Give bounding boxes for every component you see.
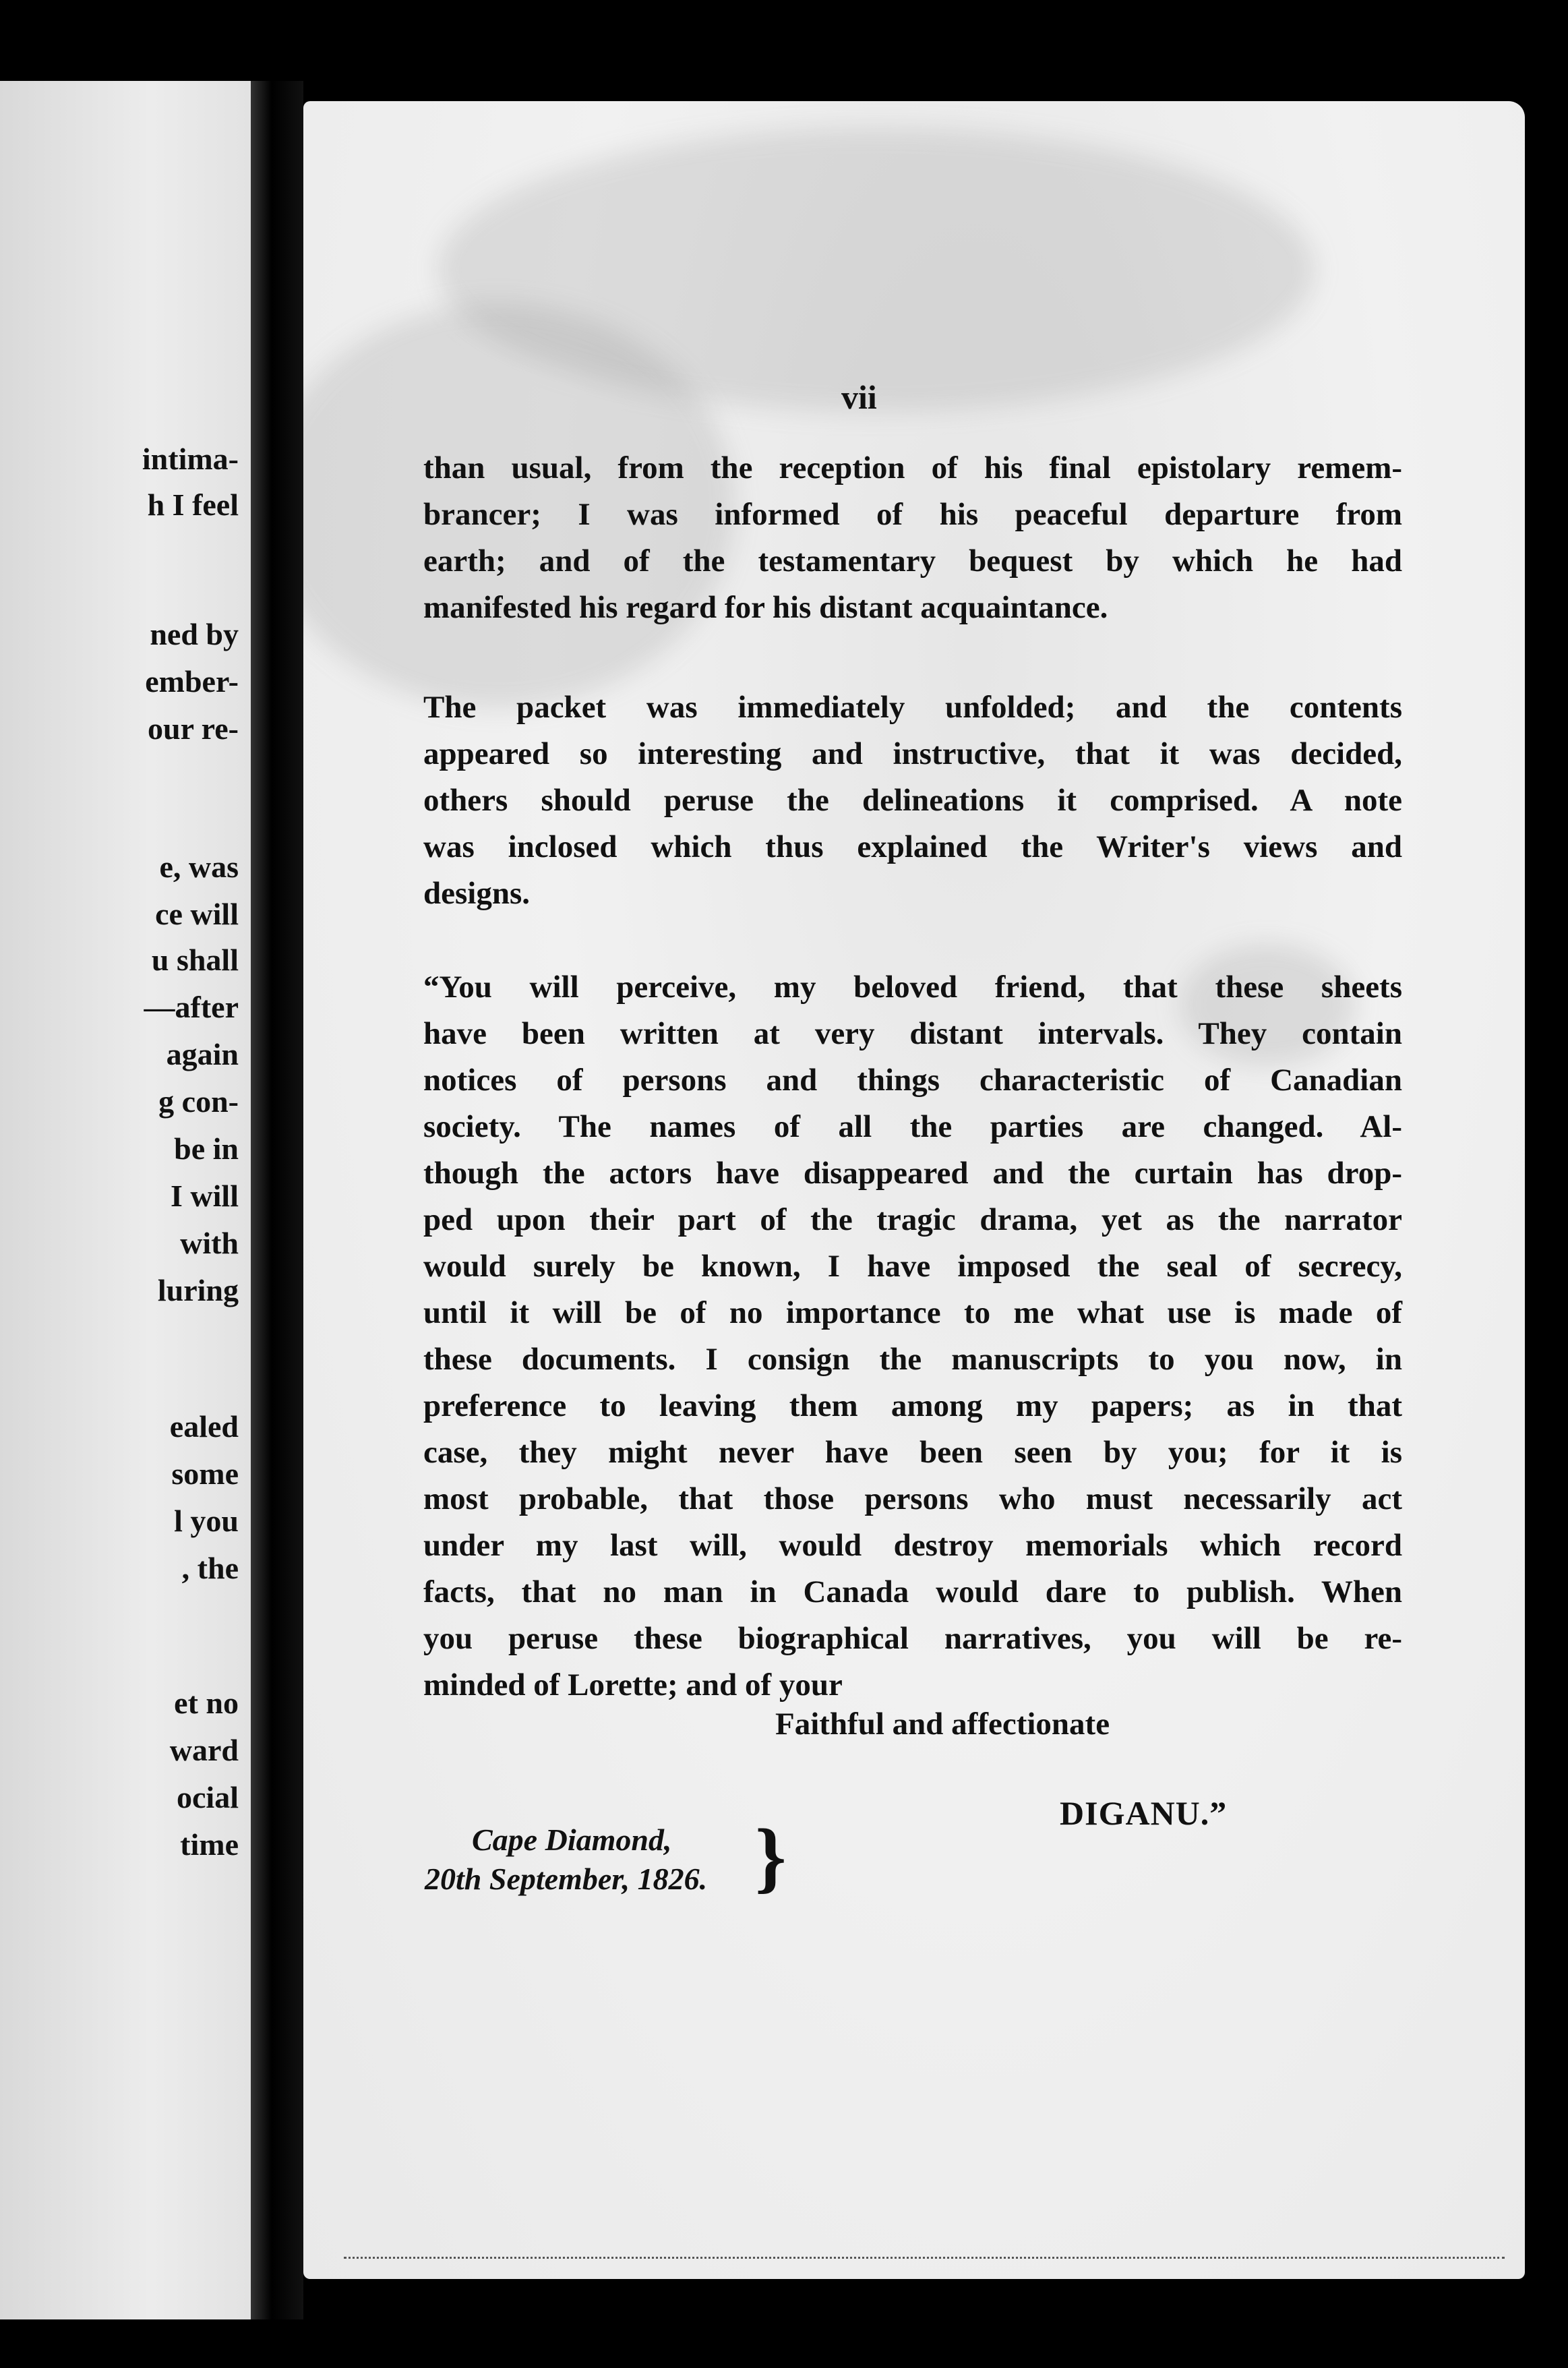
left-page-line: ce will [155, 897, 239, 931]
text-line: earth; and of the testamentary bequest by which he had [423, 543, 1402, 579]
date: 20th September, 1826. [425, 1862, 708, 1896]
left-page-line: with [180, 1226, 239, 1260]
place-and-date [425, 1821, 707, 1899]
text-line: have been written at very distant intervals. They contain [423, 1016, 1402, 1051]
text-line: minded of Lorette; and of your [423, 1667, 843, 1703]
brace-mark: } [755, 1812, 787, 1901]
right-page [303, 101, 1525, 2279]
text-line: manifested his regard for his distant acquaintance. [423, 590, 1108, 625]
left-page-line: some [171, 1456, 239, 1491]
text-line: though the actors have disappeared and the curtain has drop- [423, 1156, 1402, 1191]
paragraph-1 [423, 445, 1402, 631]
left-page-line: time [180, 1827, 239, 1862]
text-line: brancer; I was informed of his peaceful departure from [423, 497, 1402, 532]
left-page-line: h I feel [147, 487, 239, 522]
left-page-line: —after [144, 990, 239, 1024]
left-page-line: intima- [142, 442, 239, 476]
left-page-line: ealed [169, 1409, 239, 1444]
text-line: ped upon their part of the tragic drama, yet as the narrator [423, 1202, 1402, 1237]
text-line: appeared so interesting and instructive, that it was decided, [423, 736, 1402, 771]
left-page-line: et no [174, 1686, 239, 1720]
text-line: The packet was immediately unfolded; and the contents [423, 690, 1402, 725]
text-line: facts, that no man in Canada would dare to publish. When [423, 1574, 1402, 1609]
left-page-line: be in [174, 1131, 239, 1166]
text-line: would surely be known, I have imposed the seal of secrecy, [423, 1249, 1402, 1284]
left-page-line: our re- [148, 711, 239, 746]
page-bottom-edge [344, 2257, 1505, 2264]
book-gutter [251, 81, 303, 2319]
text-line: until it will be of no importance to me what use is made of [423, 1295, 1402, 1330]
left-page-line: , the [181, 1551, 239, 1585]
paragraph-2 [423, 684, 1402, 917]
left-page-line: I will [171, 1179, 239, 1213]
signature: DIGANU.” [1060, 1794, 1228, 1832]
left-page-line: luring [157, 1273, 239, 1307]
left-page-line: again [166, 1037, 239, 1071]
left-page-line: e, was [159, 850, 239, 884]
text-line: under my last will, would destroy memorials which record [423, 1528, 1402, 1563]
left-page-line: ocial [177, 1780, 239, 1814]
text-line: these documents. I consign the manuscripts to you now, in [423, 1342, 1402, 1377]
left-page-line: ned by [150, 617, 239, 651]
page-number: vii [841, 378, 877, 416]
text-line: case, they might never have been seen by you; for it is [423, 1435, 1402, 1470]
text-line: you peruse these biographical narratives, you will be re- [423, 1621, 1402, 1656]
place: Cape Diamond, [472, 1823, 672, 1857]
closing-line: Faithful and affectionate [775, 1707, 1110, 1742]
left-page-line: l you [174, 1504, 239, 1538]
text-line: society. The names of all the parties are changed. Al- [423, 1109, 1402, 1144]
left-page-line: ember- [145, 664, 239, 699]
text-line: notices of persons and things characteristic of Canadian [423, 1063, 1402, 1098]
left-page-line: ward [169, 1733, 239, 1767]
left-page [0, 81, 251, 2319]
text-line: preference to leaving them among my papers; as in that [423, 1388, 1402, 1423]
text-line: designs. [423, 876, 531, 911]
paragraph-3 [423, 964, 1402, 1709]
text-line: than usual, from the reception of his final epistolary remem- [423, 450, 1402, 485]
left-page-line: u shall [151, 943, 239, 977]
text-line: others should peruse the delineations it comprised. A note [423, 783, 1402, 818]
text-line: was inclosed which thus explained the Writer's views and [423, 829, 1402, 864]
left-page-line: g con- [158, 1084, 239, 1119]
text-line: most probable, that those persons who must necessarily act [423, 1481, 1402, 1516]
text-line: “You will perceive, my beloved friend, that these sheets [423, 970, 1402, 1005]
